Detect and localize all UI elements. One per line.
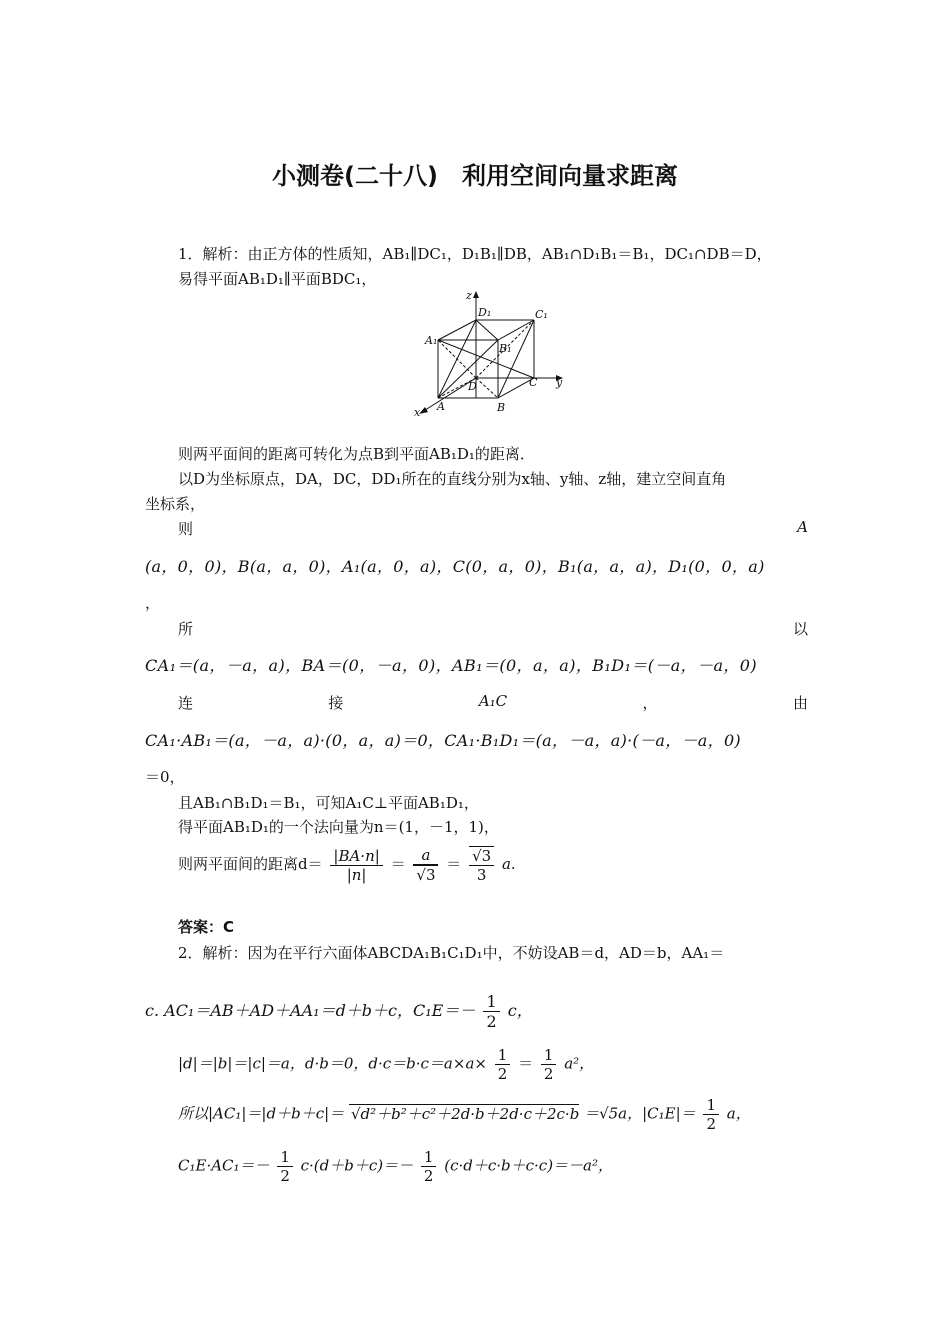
label-c: C xyxy=(529,376,538,389)
frac-num: 1 xyxy=(703,1096,719,1115)
p1-line4: 以D为坐标原点，DA，DC，DD₁所在的直线分别为x轴、y轴、z轴，建立空间直角 xyxy=(178,470,727,488)
p2-line2-tail: c， xyxy=(507,1001,533,1020)
p1-so-row xyxy=(178,618,808,639)
p1-and: 且AB₁∩B₁D₁＝B₁，可知A₁C⊥平面AB₁D₁， xyxy=(178,794,479,812)
p2-line5-frac2 xyxy=(421,1148,437,1185)
p2-line4-frac xyxy=(703,1096,719,1133)
cube-figure xyxy=(412,288,572,420)
then-right: A xyxy=(797,518,808,536)
p2-line4-prefix: 所以|AC₁|＝|d＋b＋c|＝ xyxy=(178,1104,345,1123)
dist-f3-num: √ 3 xyxy=(469,846,494,866)
p2-line5-prefix: C₁E·AC₁＝－ xyxy=(178,1156,270,1175)
so-right: 以 xyxy=(792,620,808,638)
p2-line5-frac1 xyxy=(277,1148,293,1185)
p1-line1: 1．解析：由正方体的性质知，AB₁∥DC₁，D₁B₁∥DB，AB₁∩D₁B₁＝B₁，DC₁∩DB＝D， xyxy=(178,245,772,263)
p2-line3 xyxy=(178,1046,594,1083)
dist-den: |n| xyxy=(346,865,367,884)
frac-num: 1 xyxy=(483,992,499,1012)
p1-coords: (a，0，0)，B(a，a，0)，A₁(a，0，a)，C(0，a，0)，B₁(a，a，a)，D₁(0，0，a) xyxy=(145,557,765,576)
p1-then-row xyxy=(178,518,808,539)
label-y: y xyxy=(556,376,563,389)
p2-line5 xyxy=(178,1148,613,1185)
frac-den: 2 xyxy=(486,1012,497,1031)
page-title: 小测卷(二十八) 利用空间向量求距离 xyxy=(272,162,678,190)
frac-num: 1 xyxy=(277,1148,293,1167)
dist-frac-2 xyxy=(413,846,438,884)
dist-f3-den: 3 xyxy=(476,866,487,884)
label-b1: B₁ xyxy=(499,342,512,355)
dist-f2-den: √ 3 xyxy=(413,865,438,884)
p1-line3: 则两平面间的距离可转化为点B到平面AB₁D₁的距离． xyxy=(178,445,535,463)
p2-line1: 2．解析：因为在平行六面体ABCDA₁B₁C₁D₁中，不妨设AB＝d，AD＝b，AA₁＝ xyxy=(178,944,725,962)
p1-eq0: ＝0， xyxy=(145,768,185,786)
connect-0: 连 xyxy=(178,694,194,712)
connect-2: A₁C xyxy=(478,692,508,710)
p2-line3-tail: a²， xyxy=(564,1054,595,1073)
p2-line5-mid: c·(d＋b＋c)＝－ xyxy=(300,1156,414,1175)
label-a: A xyxy=(437,400,445,413)
dist-f2-num: a xyxy=(413,846,438,865)
label-z: z xyxy=(466,289,472,302)
p2-line4-sqrt: √ d²＋b²＋c²＋2d·b＋2d·c＋2c·b xyxy=(349,1104,579,1123)
connect-4: 由 xyxy=(792,694,808,712)
label-x: x xyxy=(414,406,421,419)
p1-dot1: CA₁·AB₁＝(a，－a，a)·(0，a，a)＝0，CA₁·B₁D₁＝(a，－a，a)·(－a，－a，0) xyxy=(145,731,741,750)
connect-3: ， xyxy=(642,694,658,712)
dist-frac-1 xyxy=(330,847,382,884)
p1-vec1: CA₁＝(a，－a，a)，BA＝(0，－a，0)，AB₁＝(0，a，a)，B₁D₁＝(－a，－a，0) xyxy=(145,656,758,675)
frac-den: 2 xyxy=(280,1167,290,1185)
p2-line3-frac1 xyxy=(495,1046,511,1083)
p1-connect-row xyxy=(178,692,808,713)
p2-line4 xyxy=(178,1096,751,1133)
frac-den: 2 xyxy=(423,1167,434,1185)
label-a1: A₁ xyxy=(425,334,438,347)
label-c1: C₁ xyxy=(535,308,548,321)
p2-line4-mid: ＝√5a，|C₁E|＝ xyxy=(584,1104,696,1123)
p2-line2 xyxy=(145,992,533,1031)
frac-num: 1 xyxy=(421,1148,437,1167)
p2-line3-frac2 xyxy=(541,1046,557,1083)
p2-line4-tail: a， xyxy=(726,1104,751,1123)
p2-line2-text: c. AC₁＝AB＋AD＋AA₁＝d＋b＋c，C₁E＝－ xyxy=(145,1001,476,1020)
p2-line5-tail: (c·d＋c·b＋c·c)＝－a²， xyxy=(444,1156,614,1175)
frac-num: 1 xyxy=(495,1046,511,1065)
p2-line3-mid: ＝ xyxy=(518,1054,534,1073)
p1-answer: 答案：C xyxy=(178,918,235,936)
connect-1: 接 xyxy=(328,694,344,712)
frac-num: 1 xyxy=(541,1046,557,1065)
then-left: 则 xyxy=(178,520,194,538)
dist-suffix: a. xyxy=(501,855,516,873)
p1-line2: 易得平面AB₁D₁∥平面BDC₁， xyxy=(178,270,377,288)
dist-prefix: 则两平面间的距离d＝ xyxy=(178,855,323,873)
label-b: B xyxy=(497,401,506,414)
dist-frac-3 xyxy=(469,846,494,884)
p1-normal: 得平面AB₁D₁的一个法向量为n＝(1，－1，1)， xyxy=(178,818,499,836)
label-d: D xyxy=(468,380,477,393)
so-left: 所 xyxy=(178,620,194,638)
dist-num: |BA·n| xyxy=(330,847,382,866)
p2-line3-text: |d|＝|b|＝|c|＝a，d·b＝0，d·c＝b·c＝a×a× xyxy=(178,1054,487,1073)
p1-distance: 则两平面间的距离d＝ $\frac{|BA\cdot n|}{|n|}$ ＝ a √ 3 ＝ √ $\frac{3}{3}$ a. xyxy=(178,846,516,884)
p2-line2-frac xyxy=(483,992,499,1031)
frac-den: 2 xyxy=(497,1065,508,1083)
frac-den: 2 xyxy=(706,1115,716,1133)
p1-comma: ， xyxy=(145,594,161,612)
frac-den: 2 xyxy=(543,1065,554,1083)
p1-line5: 坐标系， xyxy=(145,495,206,513)
label-d1: D₁ xyxy=(478,306,492,319)
